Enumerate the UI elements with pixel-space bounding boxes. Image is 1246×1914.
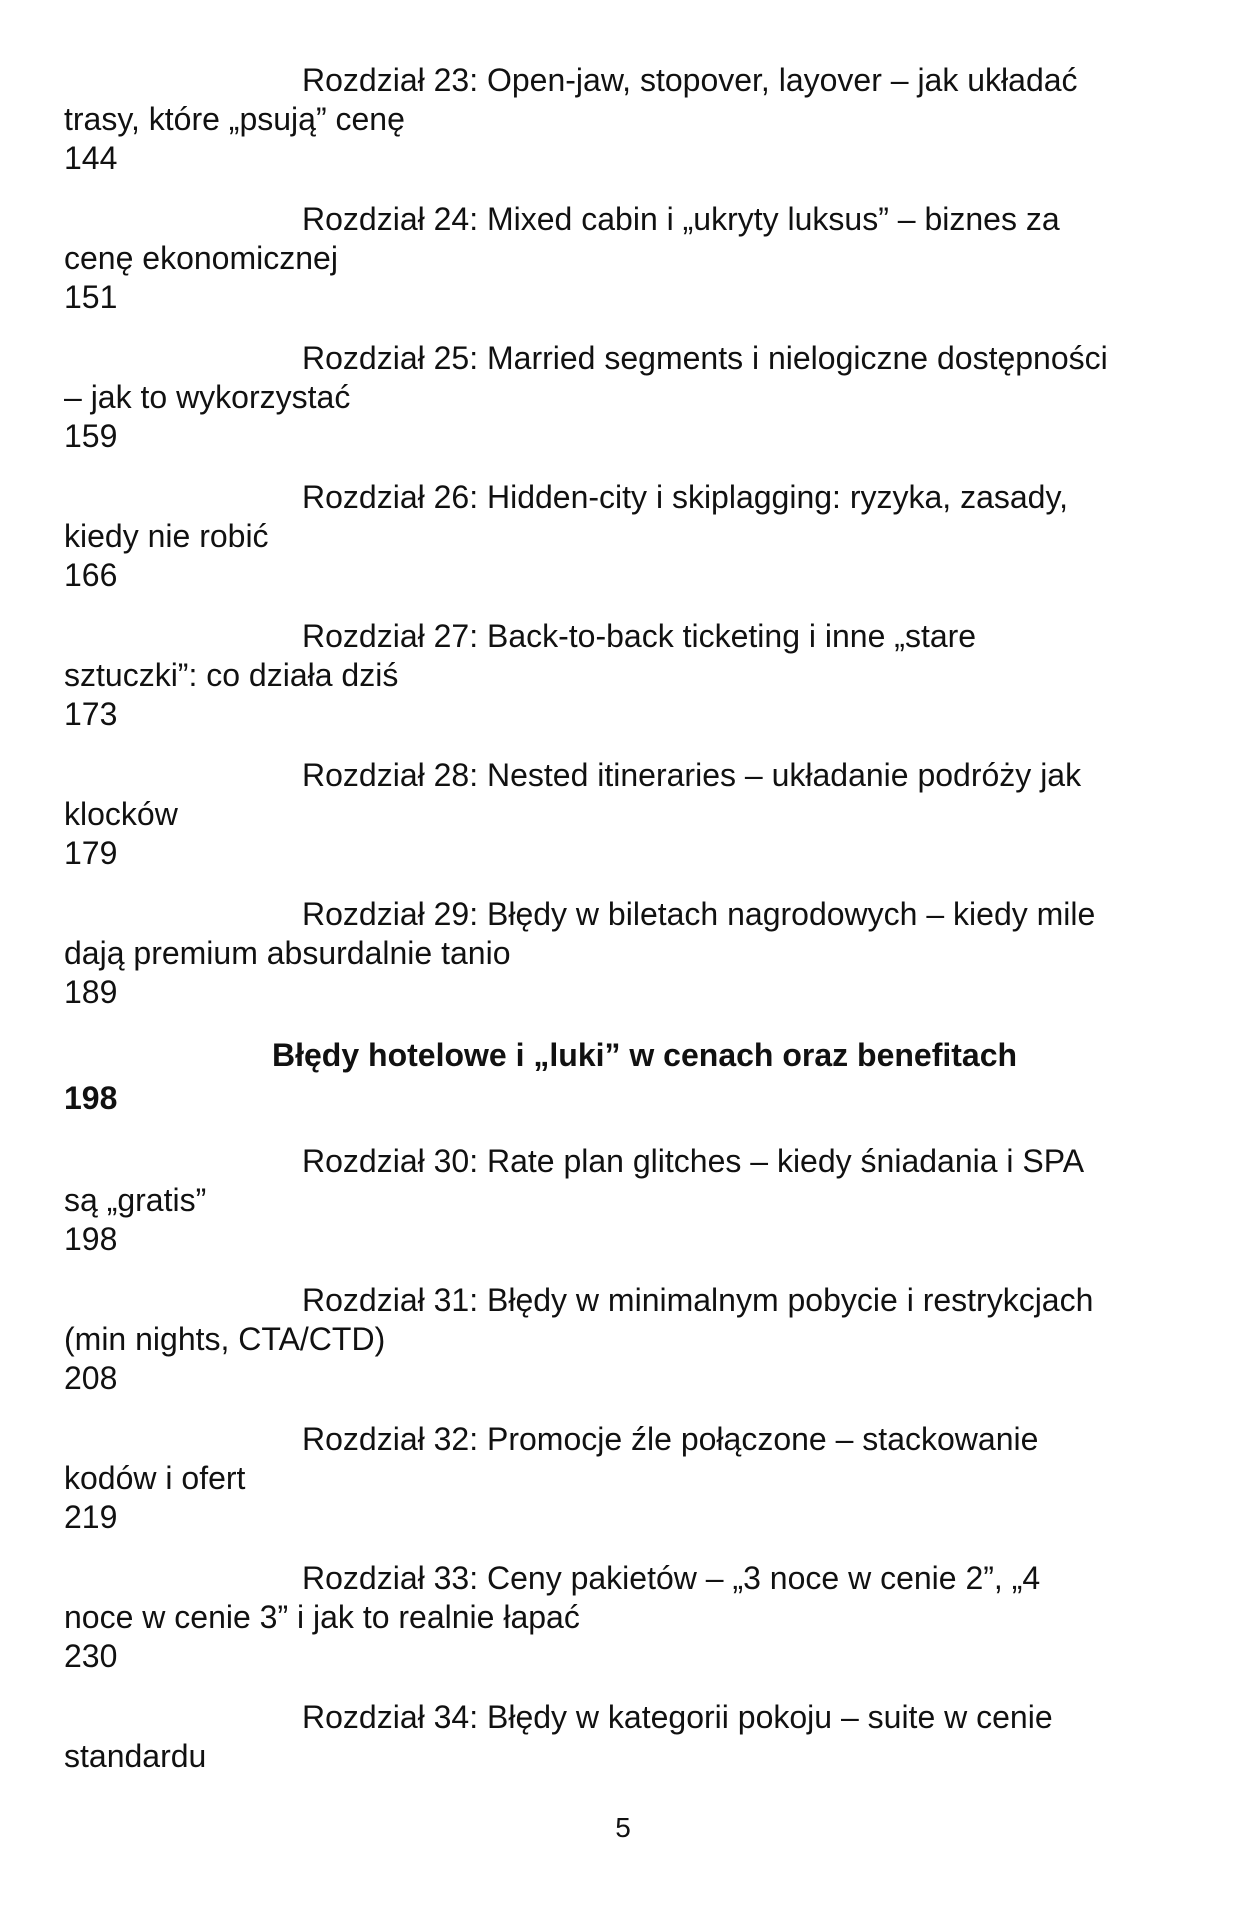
entry-title-line: są „gratis” — [64, 1182, 207, 1218]
entry-page-number: 166 — [64, 557, 118, 593]
entry-title-line: klocków — [64, 796, 178, 832]
entry-page-number: 230 — [64, 1638, 118, 1674]
entry-page-number: 189 — [64, 974, 118, 1010]
section-title: Błędy hotelowe i „luki” w cenach oraz benefitach — [272, 1037, 1018, 1073]
entry-title-line: standardu — [64, 1738, 207, 1774]
entry-page-number: 208 — [64, 1360, 118, 1396]
entry-title-line: Rozdział 33: Ceny pakietów – „3 noce w cenie 2”, „4 — [302, 1560, 1041, 1596]
entry-title-line: Rozdział 34: Błędy w kategorii pokoju – suite w cenie — [302, 1699, 1053, 1735]
entry-page-number: 198 — [64, 1221, 118, 1257]
entry-page-number: 144 — [64, 140, 118, 176]
table-of-contents — [64, 61, 1194, 1798]
entry-title-line: Rozdział 26: Hidden-city i skiplagging: ryzyka, zasady, — [302, 479, 1068, 515]
entry-title-line: trasy, które „psują” cenę — [64, 101, 405, 137]
toc-entry — [64, 1698, 1194, 1776]
entry-title-line: noce w cenie 3” i jak to realnie łapać — [64, 1599, 580, 1635]
entry-title-line: kodów i ofert — [64, 1460, 246, 1496]
toc-entry — [64, 1281, 1194, 1398]
entry-title-line: Rozdział 27: Back-to-back ticketing i inne „stare — [302, 618, 977, 654]
entry-title-line: – jak to wykorzystać — [64, 379, 351, 415]
toc-entry — [64, 339, 1194, 456]
entry-title-line: Rozdział 25: Married segments i nielogiczne dostępności — [302, 340, 1108, 376]
toc-section-heading — [64, 1034, 1194, 1120]
entry-page-number: 179 — [64, 835, 118, 871]
toc-entry — [64, 1559, 1194, 1676]
entry-title-line: Rozdział 24: Mixed cabin i „ukryty luksus” – biznes za — [302, 201, 1060, 237]
entry-title-line: kiedy nie robić — [64, 518, 269, 554]
page-number: 5 — [615, 1812, 631, 1843]
entry-page-number: 159 — [64, 418, 118, 454]
entry-page-number: 219 — [64, 1499, 118, 1535]
entry-title-line: Rozdział 28: Nested itineraries – układanie podróży jak — [302, 757, 1082, 793]
entry-title-line: Rozdział 30: Rate plan glitches – kiedy śniadania i SPA — [302, 1143, 1085, 1179]
entry-title-line: dają premium absurdalnie tanio — [64, 935, 511, 971]
entry-page-number: 173 — [64, 696, 118, 732]
entry-title-line: Rozdział 23: Open-jaw, stopover, layover – jak układać — [302, 62, 1078, 98]
entry-title-line: (min nights, CTA/CTD) — [64, 1321, 386, 1357]
entry-title-line: Rozdział 32: Promocje źle połączone – stackowanie — [302, 1421, 1039, 1457]
entry-title-line: sztuczki”: co działa dziś — [64, 657, 399, 693]
toc-entry — [64, 617, 1194, 734]
toc-entry — [64, 61, 1194, 178]
section-page: 198 — [64, 1080, 118, 1116]
entry-title-line: Rozdział 29: Błędy w biletach nagrodowych – kiedy mile — [302, 896, 1096, 932]
toc-entry — [64, 756, 1194, 873]
toc-entry — [64, 478, 1194, 595]
entry-title-line: cenę ekonomicznej — [64, 240, 338, 276]
toc-entry — [64, 1142, 1194, 1259]
toc-entry — [64, 895, 1194, 1012]
toc-entry — [64, 1420, 1194, 1537]
entry-page-number: 151 — [64, 279, 118, 315]
entry-title-line: Rozdział 31: Błędy w minimalnym pobycie i restrykcjach — [302, 1282, 1094, 1318]
toc-entry — [64, 200, 1194, 317]
